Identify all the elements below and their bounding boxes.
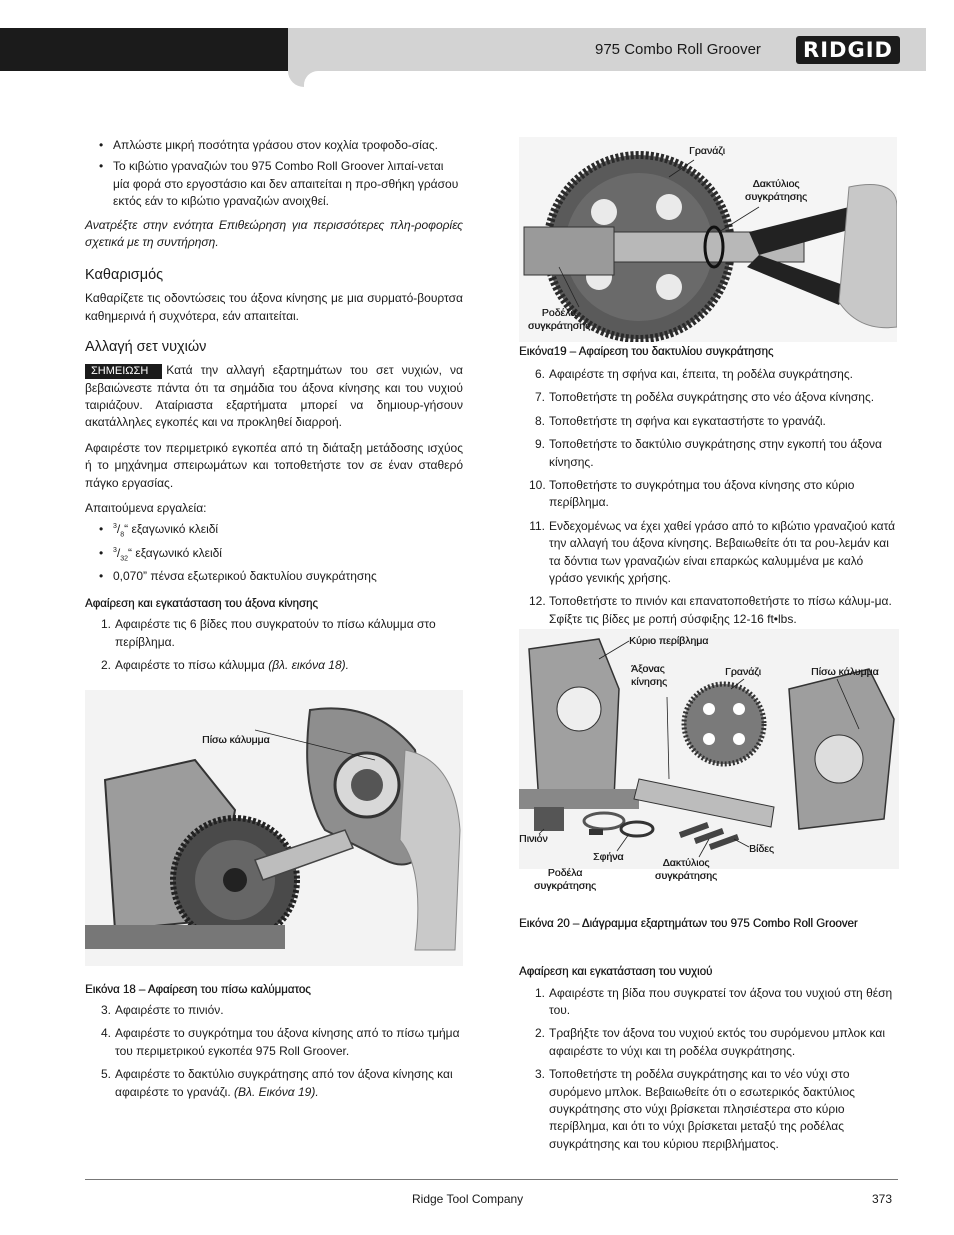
note-paragraph (85, 362, 463, 432)
paragraph-cleaning: Καθαρίζετε τις οδοντώσεις του άξονα κίνησης με μια συρματό-βουρτσα καθημερινά ή συχνότερα, εάν απαιτείται. (85, 291, 463, 323)
figure-18-caption: Εικόνα 18 – Αφαίρεση του πίσω καλύμματος (85, 984, 311, 996)
fig19-label-ring: Δακτύλιος συγκράτησης (744, 178, 808, 203)
list-item: • $^3/_{32}“$ εξαγωνικό κλειδί (113, 545, 463, 565)
steps-list-c (519, 366, 897, 628)
heading-roll-change: Αλλαγή σετ νυχιών (85, 339, 207, 356)
fig20-label-pinion: Πινιόν (519, 833, 548, 845)
figure-19-caption: Εικόνα19 – Αφαίρεση του δακτυλίου συγκράτησης (519, 346, 774, 358)
figure-20-caption: Εικόνα 20 – Διάγραμμα εξαρτημάτων του 975 Combo Roll Groover (519, 918, 858, 930)
list-item: 3. Αφαιρέστε το πινιόν. (100, 1003, 224, 1017)
ridgid-logo: RIDGID (796, 36, 900, 64)
fig20-label-key: Σφήνα (593, 851, 624, 863)
list-item: 2. Αφαιρέστε το πίσω κάλυμμα (βλ. εικόνα 18). (100, 658, 349, 673)
list-item: 1. Αφαιρέστε τις 6 βίδες που συγκρατούν το πίσω κάλυμμα στο περίβλημα. (100, 617, 436, 649)
list-item: • Το κιβώτιο γραναζιών του 975 Combo Roll Groover λιπαί-νεται μία φορά στο εργοστάσιο και δεν απαιτείται η προ-σθήκη γράσου εκτός εάν το κιβώτιο γραναζιών ανοιχθεί. (113, 158, 463, 210)
list-item: • 0,070” πένσα εξωτερικού δακτυλίου συγκράτησης (113, 568, 463, 585)
list-item: 12. Τοποθετήστε το πινιόν και επανατοποθετήστε το πίσω κάλυμ-μα. Σφίξτε τις βίδες με ροπή σύσφιξης 12-16 ft•lbs. (529, 594, 892, 626)
tools-label: Απαιτούμενα εργαλεία: (85, 500, 207, 515)
page-number: 373 (872, 1192, 893, 1206)
heading-drive-shaft: Αφαίρεση και εγκατάσταση του άξονα κίνησης (85, 597, 318, 610)
list-item: 7. Τοποθετήστε τη ροδέλα συγκράτησης στο νέο άξονα κίνησης. (534, 390, 875, 405)
list-item: 1. Αφαιρέστε τη βίδα που συγκρατεί τον άξονα του νυχιού στη θέση του. (534, 985, 893, 1018)
heading-cleaning: Καθαρισμός (85, 267, 164, 284)
note-badge: ΣΗΜΕΙΩΣΗ (85, 364, 162, 379)
fig20-label-housing: Κύριο περίβλημα (629, 635, 709, 647)
list-item: 6. Αφαιρέστε τη σφήνα και, έπειτα, τη ροδέλα συγκράτησης. (534, 367, 853, 381)
left-column-lower (85, 1002, 463, 1107)
list-item: 4. Αφαιρέστε το συγκρότημα του άξονα κίνησης από το πίσω τμήμα του περιμετρικού εγκοπέα 975 Roll Groover. (100, 1026, 460, 1058)
fig20-label-cover: Πίσω κάλυμμα (811, 666, 879, 678)
steps-list-b (85, 1002, 463, 1101)
footer-company: Ridge Tool Company (412, 1192, 524, 1206)
list-item: 11. Ενδεχομένως να έχει χαθεί γράσο από το κιβώτιο γραναζιού κατά την αλλαγή του άξονα κίνησης. Βεβαιωθείτε ότι τα ρου-λεμάν και τα δόντια των γραναζιών είναι επαρκώς καλυμμένα με καλό γράσο γενικής χρήσης. (529, 518, 896, 585)
figure-19-photo (519, 137, 897, 342)
list-item: 8. Τοποθετήστε τη σφήνα και εγκαταστήστε το γρανάζι. (534, 413, 826, 428)
fig20-label-screws: Βίδες (749, 843, 774, 855)
note-text: Κατά την αλλαγή εξαρτημάτων του σετ νυχιών, να βεβαιώνεστε πάντα ότι τα σημάδια του άξονα κίνησης και του νυχιού ταιριάζουν. Αταίριαστα εξαρτήματα μπορεί να δημιουρ-γήσουν ακατάλληλες εγκοπές και να προκληθεί διαρροή. (85, 363, 463, 430)
list-item: 5. Αφαιρέστε το δακτύλιο συγκράτησης από τον άξονα κίνησης και αφαιρέστε το γρανάζι. (Βλ. Εικόνα 19). (100, 1067, 453, 1099)
left-column (85, 137, 463, 681)
fig19-label-gear: Γρανάζι (689, 145, 725, 157)
figure-18-photo (85, 690, 463, 966)
figure-18-illustration (85, 690, 463, 966)
fig20-label-ring: Δακτύλιος συγκράτησης (654, 857, 718, 882)
steps-list-d (519, 985, 897, 1154)
paragraph-remove: Αφαιρέστε τον περιμετρικό εγκοπέα από τη διάταξη μετάδοσης ισχύος ή το μηχάνημα σπειρωμάτων και τοποθετήστε τον σε έναν σταθερό πάγκο εργασίας. (85, 440, 463, 490)
figure-20-photo (519, 629, 899, 891)
fig20-label-washer: Ροδέλα συγκράτησης (533, 867, 597, 891)
tools-list (85, 521, 463, 585)
right-column-lower (519, 958, 897, 1159)
list-item: • $^3/_8“$ εξαγωνικό κλειδί (113, 521, 463, 541)
lubrication-bullets (85, 137, 463, 211)
heading-roll-removal: Αφαίρεση και εγκατάσταση του νυχιού (519, 966, 713, 978)
list-item: • Απλώστε μικρή ποσότητα γράσου στον κοχλία τροφοδο-σίας. (113, 137, 463, 154)
list-item: 2. Τραβήξτε τον άξονα του νυχιού εκτός του συρόμενου μπλοκ και αφαιρέστε το νύχι και τη ροδέλα συγκράτησης. (534, 1026, 886, 1058)
fig18-label-rear-cover: Πίσω κάλυμμα (202, 734, 270, 746)
header-black-bar (0, 28, 288, 71)
header-title: 975 Combo Roll Groover (595, 41, 761, 58)
list-item: 9. Τοποθετήστε το δακτύλιο συγκράτησης στην εγκοπή του άξονα κίνησης. (534, 437, 882, 469)
right-column (519, 366, 897, 634)
footer-divider (85, 1179, 898, 1180)
list-item: 10. Τοποθετήστε το συγκρότημα του άξονα κίνησης στο κύριο περίβλημα. (529, 477, 855, 510)
steps-list-a (85, 616, 463, 674)
fig19-label-washer: Ροδέλα συγκράτησης (527, 307, 591, 332)
fig20-label-shaft: Άξονας κίνησης (631, 663, 668, 688)
list-item: 3. Τοποθετήστε τη ροδέλα συγκράτησης και το νέο νύχι στο συρόμενο μπλοκ. Βεβαιωθείτε ότι ο εσωτερικός δακτύλιος συγκράτησης στο νύχι βρίσκεται πλησιέστερα στο κύριο περίβλημα, και ότι το νύχι βρίσκεται μεταξύ της ροδέλας συγκράτησης και του κύριου περιβλήματος. (534, 1067, 855, 1151)
reference-note: Ανατρέξτε στην ενότητα Επιθεώρηση για περισσότερες πλη-ροφορίες σχετικά με τη συντήρηση. (85, 217, 463, 249)
fig20-label-gear: Γρανάζι (725, 666, 761, 678)
